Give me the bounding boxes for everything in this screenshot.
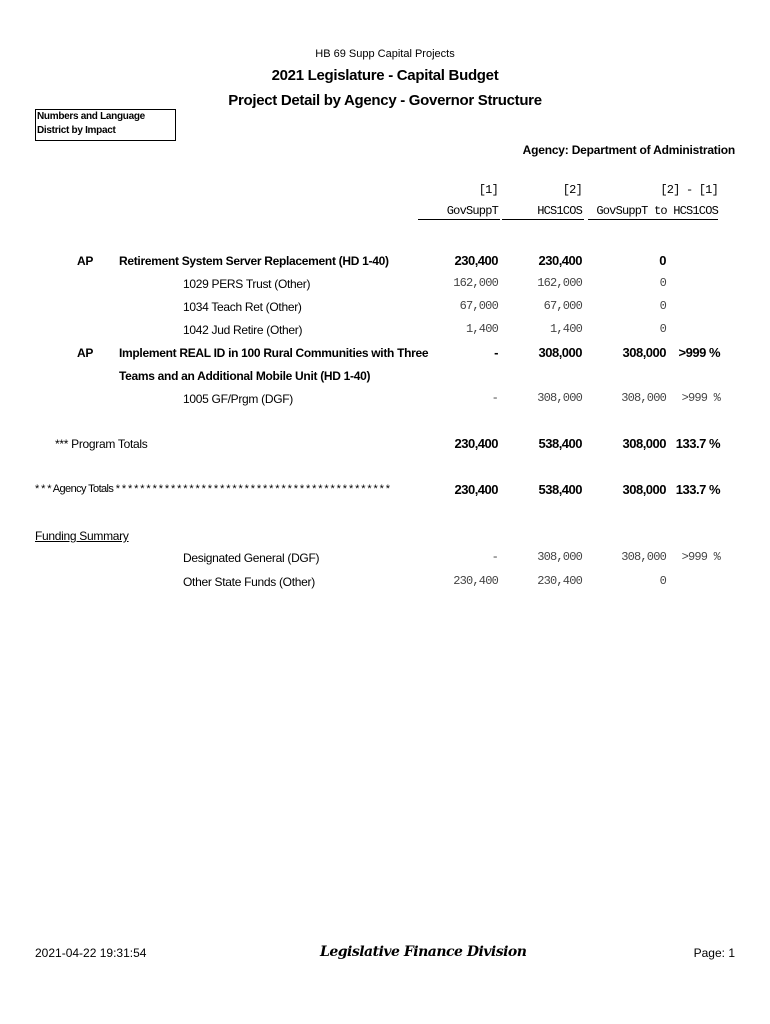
col3-underline <box>588 219 718 220</box>
fund-source-label: 1005 GF/Prgm (DGF) <box>183 392 293 406</box>
program-totals-hcs1cos: 538,400 <box>538 436 582 451</box>
funding-dgf-percent: >999 % <box>681 550 720 564</box>
col1-name: GovSuppT <box>446 204 498 218</box>
col3-name: GovSuppT to HCS1COS <box>596 204 718 218</box>
project-title-continued: Teams and an Additional Mobile Unit (HD 1-40) <box>119 369 371 383</box>
col1-index: [1] <box>478 183 498 197</box>
fund-hcs1cos: 308,000 <box>537 391 582 405</box>
funding-dgf-label: Designated General (DGF) <box>183 551 320 565</box>
project-percent-change: >999 % <box>678 345 720 360</box>
project-govsuppt: 230,400 <box>454 253 498 268</box>
report-subtitle: HB 69 Supp Capital Projects <box>315 48 455 60</box>
col2-underline <box>502 219 584 220</box>
fund-difference: 0 <box>659 299 666 313</box>
funding-summary-heading: Funding Summary <box>35 529 129 543</box>
filter-box <box>35 109 176 141</box>
fund-govsuppt: - <box>491 391 498 405</box>
fund-govsuppt: 162,000 <box>453 276 498 290</box>
funding-dgf-hcs1cos: 308,000 <box>537 550 582 564</box>
fund-hcs1cos: 1,400 <box>549 322 582 336</box>
agency-totals-govsuppt: 230,400 <box>454 482 498 497</box>
col1-underline <box>418 219 500 220</box>
fund-difference: 308,000 <box>621 391 666 405</box>
fund-source-label: 1029 PERS Trust (Other) <box>183 277 311 291</box>
project-difference: 308,000 <box>622 345 666 360</box>
fund-percent-change: >999 % <box>681 391 720 405</box>
funding-dgf-difference: 308,000 <box>621 550 666 564</box>
program-totals-label: *** Program Totals <box>55 437 148 451</box>
project-title: Retirement System Server Replacement (HD 1-40) <box>119 254 389 268</box>
fund-hcs1cos: 67,000 <box>543 299 582 313</box>
fund-difference: 0 <box>659 322 666 336</box>
report-subtitle-structure: Project Detail by Agency - Governor Structure <box>228 92 542 109</box>
funding-other-difference: 0 <box>659 574 666 588</box>
col2-index: [2] <box>562 183 582 197</box>
fund-govsuppt: 67,000 <box>459 299 498 313</box>
col2-name: HCS1COS <box>537 204 582 218</box>
project-appropriation-code: AP <box>77 254 94 268</box>
fund-difference: 0 <box>659 276 666 290</box>
filter-line-2: District by Impact <box>37 125 116 136</box>
funding-other-hcs1cos: 230,400 <box>537 574 582 588</box>
funding-other-govsuppt: 230,400 <box>453 574 498 588</box>
funding-dgf-govsuppt: - <box>491 550 498 564</box>
agency-totals-hcs1cos: 538,400 <box>538 482 582 497</box>
page-number: Page: 1 <box>693 946 735 960</box>
report-timestamp: 2021-04-22 19:31:54 <box>35 946 147 960</box>
project-hcs1cos: 308,000 <box>538 345 582 360</box>
filter-line-1: Numbers and Language <box>37 111 145 122</box>
agency-totals-difference: 308,000 <box>622 482 666 497</box>
fund-source-label: 1034 Teach Ret (Other) <box>183 300 302 314</box>
division-signature: Legislative Finance Division <box>320 944 527 960</box>
agency-totals-percent: 133.7 % <box>675 482 720 497</box>
report-title: 2021 Legislature - Capital Budget <box>271 67 499 84</box>
agency-totals-label: * * * Agency Totals * * * * * * * * * * * * * * * * * * * * * * * * * * * * * * * * * * * * * * * * * * * * * <box>35 483 390 495</box>
fund-govsuppt: 1,400 <box>465 322 498 336</box>
project-title: Implement REAL ID in 100 Rural Communities with Three <box>119 346 429 360</box>
fund-hcs1cos: 162,000 <box>537 276 582 290</box>
col3-index: [2] - [1] <box>660 183 718 197</box>
program-totals-govsuppt: 230,400 <box>454 436 498 451</box>
project-appropriation-code: AP <box>77 346 94 360</box>
program-totals-percent: 133.7 % <box>675 436 720 451</box>
funding-other-label: Other State Funds (Other) <box>183 575 315 589</box>
fund-source-label: 1042 Jud Retire (Other) <box>183 323 303 337</box>
project-difference: 0 <box>659 253 666 268</box>
project-govsuppt: - <box>494 345 498 360</box>
project-hcs1cos: 230,400 <box>538 253 582 268</box>
agency-label: Agency: Department of Administration <box>522 143 735 157</box>
program-totals-difference: 308,000 <box>622 436 666 451</box>
